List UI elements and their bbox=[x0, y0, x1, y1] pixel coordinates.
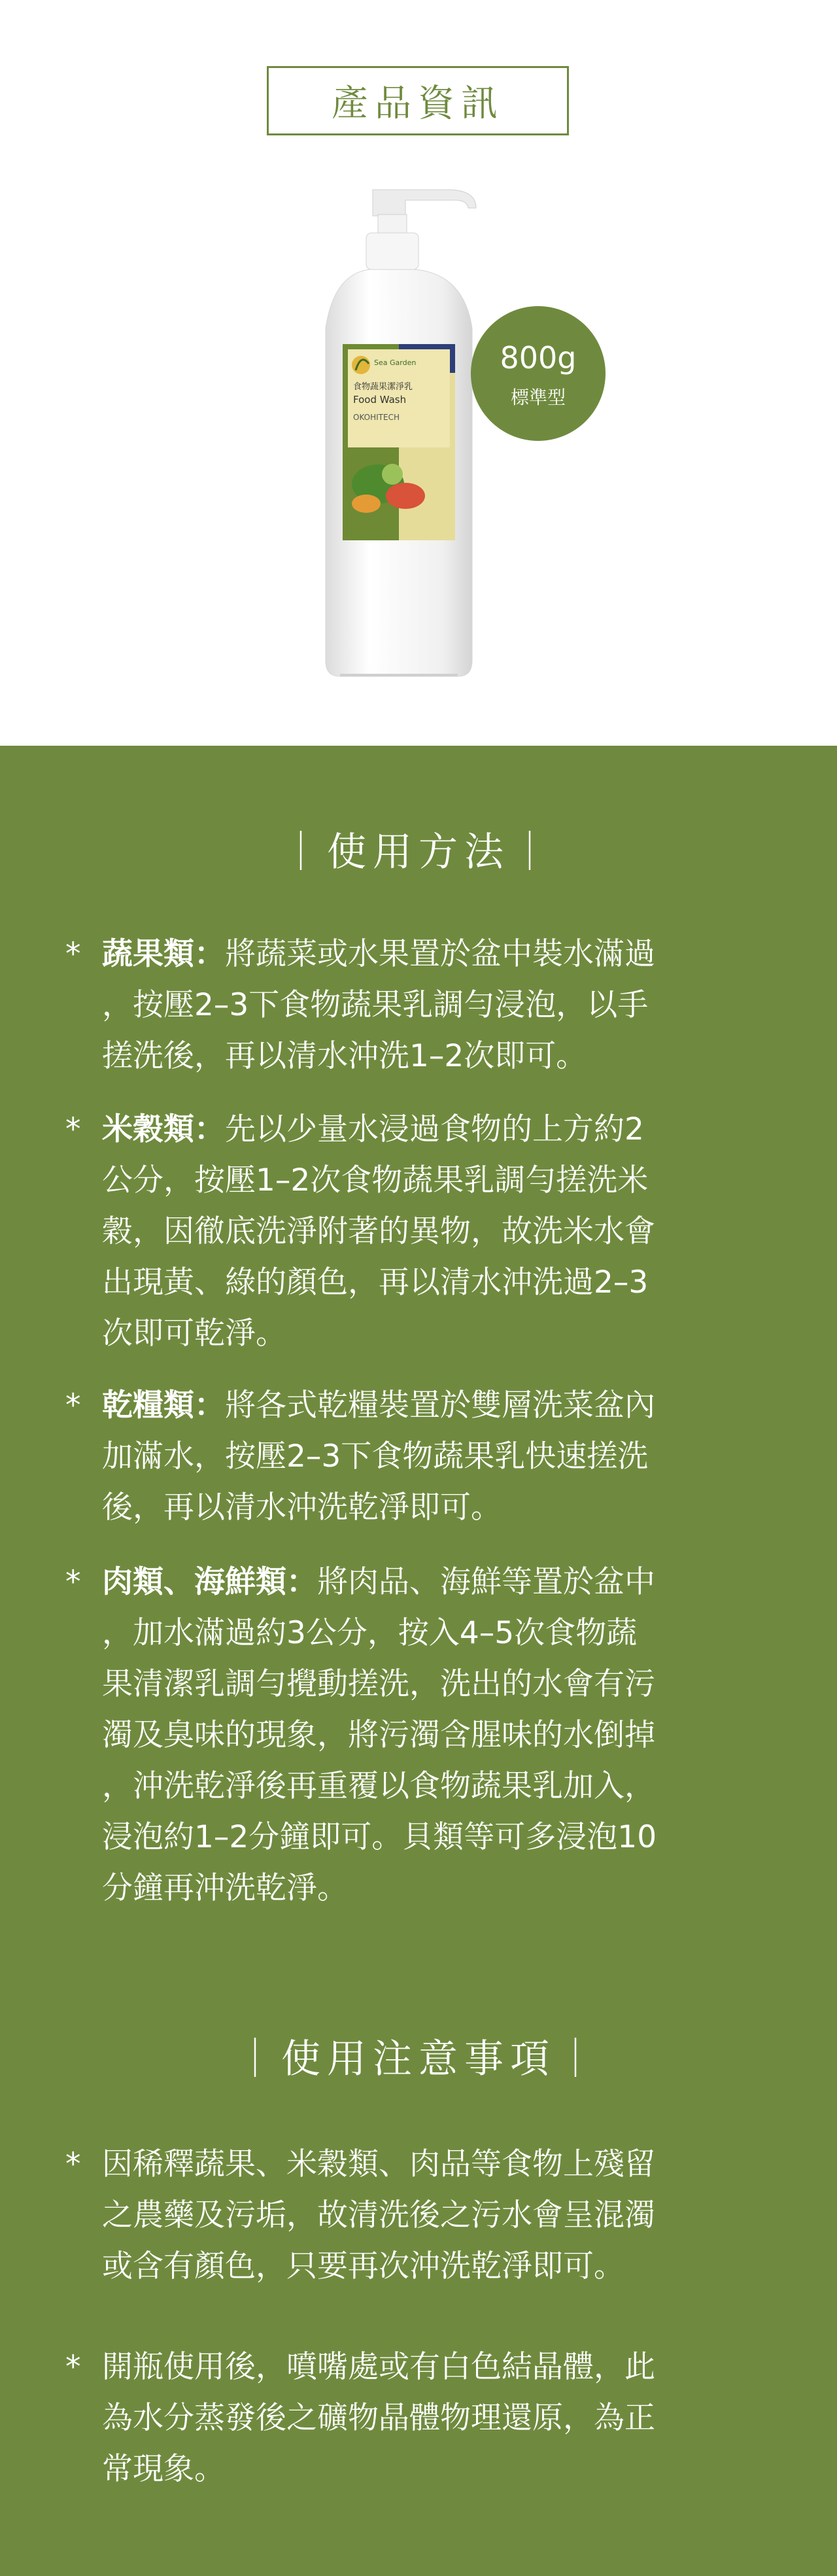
usage-text: 將各式乾糧裝置於雙層洗菜盆內 bbox=[225, 1387, 655, 1423]
badge-weight: 800g bbox=[500, 340, 577, 375]
usage-text: 出現黃、綠的顏色，再以清水沖洗過2–3 bbox=[102, 1264, 649, 1300]
bottle-name-cn: 食物蔬果潔淨乳 bbox=[353, 382, 413, 392]
usage-text: 濁及臭味的現象，將污濁含腥味的水倒掉 bbox=[102, 1717, 655, 1753]
notes-title: ｜使用注意事項｜ bbox=[235, 2036, 602, 2082]
usage-text: 次即可乾淨。 bbox=[102, 1315, 286, 1351]
note-text: 因稀釋蔬果、米穀類、肉品等食物上殘留 bbox=[102, 2146, 655, 2182]
badge-type: 標準型 bbox=[510, 387, 566, 408]
asterisk-icon: * bbox=[65, 1387, 81, 1423]
usage-text: 後，再以清水沖洗乾淨即可。 bbox=[102, 1489, 502, 1525]
note-text: 開瓶使用後，噴嘴處或有白色結晶體，此 bbox=[102, 2349, 655, 2385]
usage-text: 將蔬菜或水果置於盆中裝水滿過 bbox=[225, 936, 655, 972]
usage-item-rice bbox=[65, 1104, 772, 1359]
usage-keyword: 乾糧類： bbox=[102, 1387, 225, 1423]
usage-text: 搓洗後，再以清水沖洗1–2次即可。 bbox=[102, 1038, 587, 1074]
asterisk-icon: * bbox=[65, 2146, 81, 2182]
usage-text: 分鐘再沖洗乾淨。 bbox=[102, 1870, 348, 1906]
note-text: 或含有顏色，只要再次沖洗乾淨即可。 bbox=[102, 2248, 624, 2284]
note-item bbox=[65, 2139, 772, 2292]
note-item bbox=[65, 2342, 772, 2495]
asterisk-icon: * bbox=[65, 1111, 81, 1147]
product-info-section bbox=[0, 0, 837, 746]
usage-item-meat-seafood bbox=[65, 1557, 772, 1914]
asterisk-icon: * bbox=[65, 1564, 81, 1600]
usage-item-vegetables bbox=[65, 929, 772, 1082]
bottle-maker: OKOHITECH bbox=[353, 413, 400, 422]
asterisk-icon: * bbox=[65, 2349, 81, 2385]
weight-badge bbox=[471, 306, 606, 441]
note-text: 常現象。 bbox=[102, 2451, 225, 2487]
instructions-section bbox=[0, 746, 837, 2576]
usage-text: 公分，按壓1–2次食物蔬果乳調勻搓洗米 bbox=[102, 1162, 649, 1198]
usage-text: 果清潔乳調勻攪動搓洗，洗出的水會有污 bbox=[102, 1666, 655, 1702]
page-title: 產品資訊 bbox=[267, 66, 569, 135]
product-bottle-image bbox=[301, 177, 497, 687]
usage-keyword: 蔬果類： bbox=[102, 936, 225, 972]
usage-keyword: 米穀類： bbox=[102, 1111, 225, 1147]
note-text: 之農藥及污垢，故清洗後之污水會呈混濁 bbox=[102, 2197, 655, 2233]
usage-text: ，沖洗乾淨後再重覆以食物蔬果乳加入， bbox=[102, 1768, 655, 1804]
usage-text: 先以少量水浸過食物的上方約2 bbox=[225, 1111, 644, 1147]
usage-text: ，按壓2–3下食物蔬果乳調勻浸泡，以手 bbox=[102, 987, 649, 1023]
usage-item-dry-food bbox=[65, 1380, 772, 1533]
usage-keyword: 肉類、海鮮類： bbox=[102, 1564, 317, 1600]
usage-text: ，加水滿過約3公分，按入4–5次食物蔬 bbox=[102, 1615, 638, 1651]
usage-title: ｜使用方法｜ bbox=[281, 829, 556, 875]
usage-text: 穀，因徹底洗淨附著的異物，故洗米水會 bbox=[102, 1213, 655, 1249]
bottle-brand-text: Sea Garden bbox=[374, 358, 417, 367]
note-text: 為水分蒸發後之礦物晶體物理還原，為正 bbox=[102, 2400, 655, 2436]
usage-text: 加滿水，按壓2–3下食物蔬果乳快速搓洗 bbox=[102, 1438, 649, 1474]
usage-text: 浸泡約1–2分鐘即可。貝類等可多浸泡10 bbox=[102, 1819, 657, 1855]
asterisk-icon: * bbox=[65, 936, 81, 972]
usage-text: 將肉品、海鮮等置於盆中 bbox=[317, 1564, 655, 1600]
bottle-name-en: Food Wash bbox=[353, 394, 407, 406]
